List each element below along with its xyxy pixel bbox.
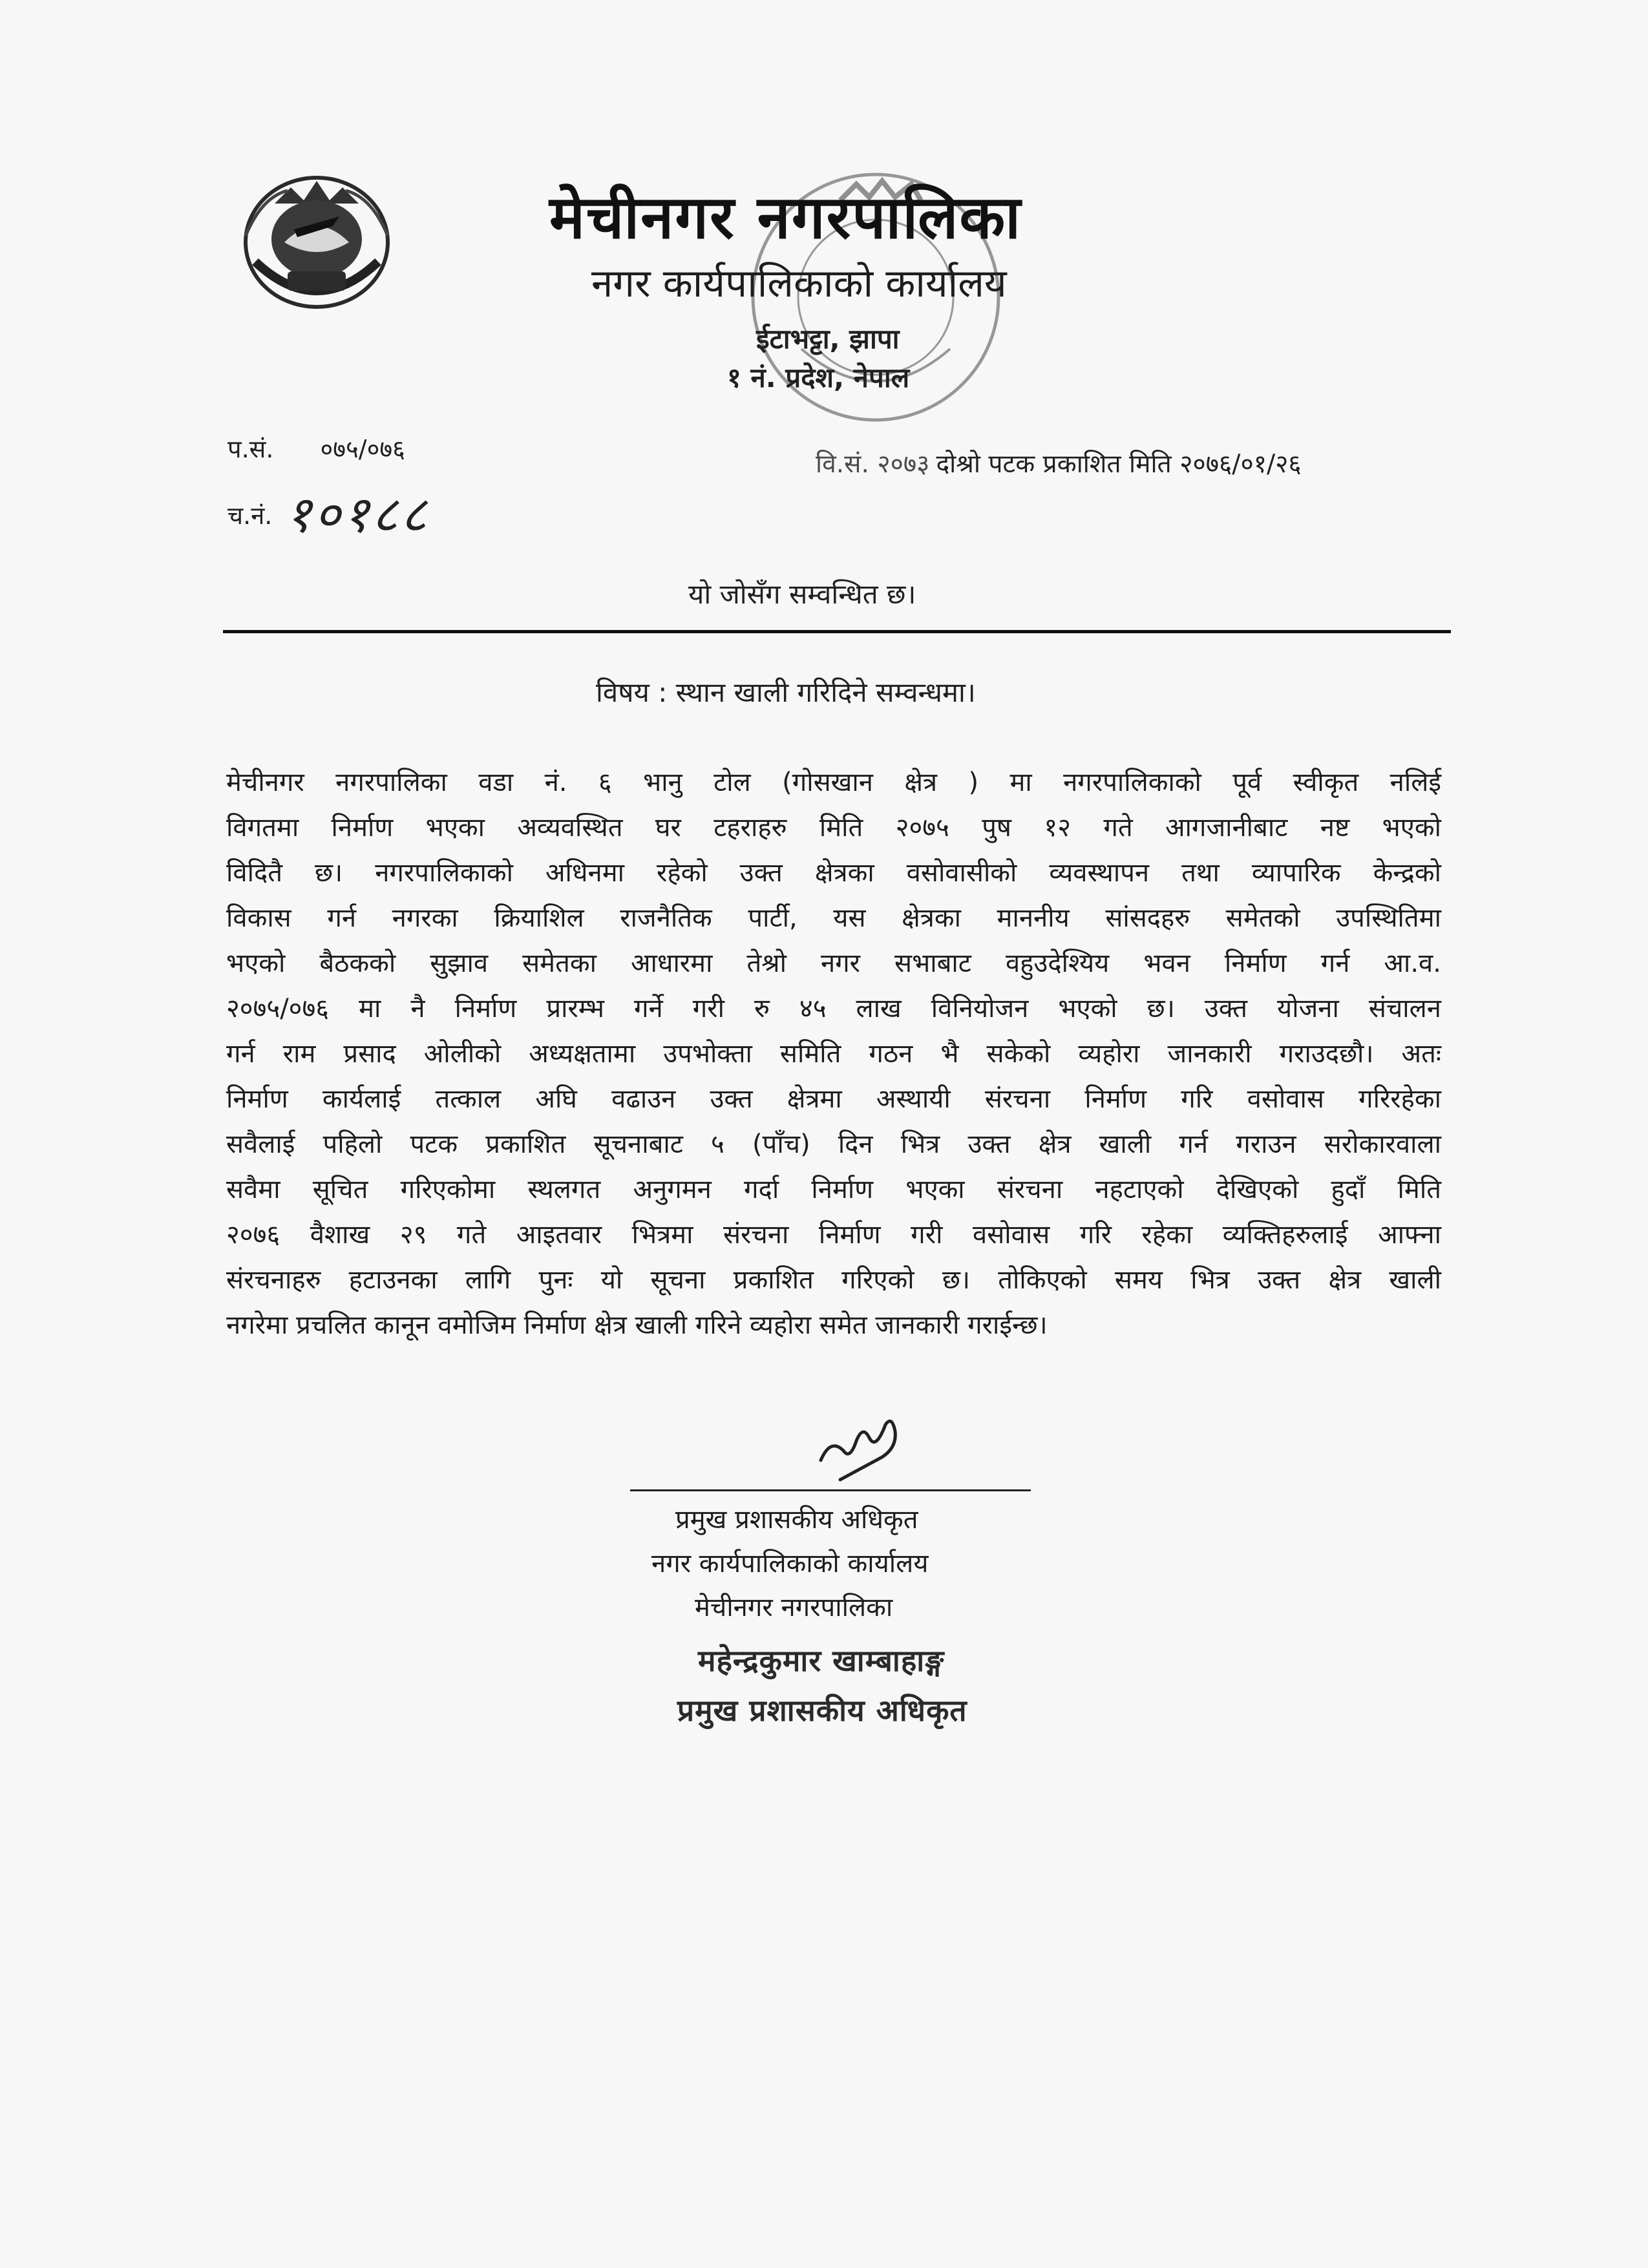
address-line-2: १ नं. प्रदेश, नेपाल: [727, 362, 910, 394]
signatory-title: प्रमुख प्रशासकीय अधिकृत: [675, 1505, 918, 1535]
cn-label: च.नं.: [227, 501, 273, 530]
ps-value: ०७५/०७६: [320, 435, 405, 463]
divider: [223, 630, 1451, 633]
emblem-icon: [236, 165, 397, 317]
office-name: नगर कार्यपालिकाको कार्यालय: [591, 261, 1007, 306]
body-line: संरचनाहरु हटाउनका लागि पुनः यो सूचना प्रकाशित गरिएको छ। तोकिएको समय भित्र उक्त क्षेत्र खाली: [226, 1265, 1441, 1295]
body-line: २०७५/०७६ मा नै निर्माण प्रारम्भ गर्ने गरी रु ४५ लाख विनियोजन भएको छ। उक्त योजना संचालन: [226, 994, 1441, 1024]
body-line: विकास गर्न नगरका क्रियाशिल राजनैतिक पार्टी, यस क्षेत्रका माननीय सांसदहरु समेतको उपस्थितिमा: [226, 903, 1441, 933]
publication-text: दोश्रो पटक प्रकाशित मिति २०७६/०१/२६: [936, 450, 1302, 479]
signatory-office: नगर कार्यपालिकाको कार्यालय: [651, 1549, 929, 1579]
org-title: मेचीनगर नगरपालिका: [549, 183, 1022, 252]
chalani-number: [227, 470, 430, 544]
body-line: निर्माण कार्यलाई तत्काल अघि वढाउन उक्त क्षेत्रमा अस्थायी संरचना निर्माण गरि वसोवास गरिरहेका: [226, 1084, 1441, 1114]
ps-label: प.सं.: [227, 435, 274, 463]
body-line: सवैमा सूचित गरिएकोमा स्थलगत अनुगमन गर्दा निर्माण भएका संरचना नहटाएको देखिएको हुदाँ मिति: [226, 1175, 1441, 1204]
address-line-1: ईटाभट्टा, झापा: [756, 323, 900, 355]
subject-line: विषय : स्थान खाली गरिदिने सम्वन्धमा।: [596, 677, 976, 708]
publication-date: [816, 446, 1302, 480]
notice-body: [226, 760, 1441, 1348]
seal-title: प्रमुख प्रशासकीय अधिकृत: [677, 1693, 967, 1728]
body-line: विगतमा निर्माण भएका अव्यवस्थित घर टहराहरु मिति २०७५ पुष १२ गते आगजानीबाट नष्ट भएको: [226, 813, 1441, 843]
vs-label: वि.सं. २०७३: [816, 450, 930, 479]
cn-value: १०१८८: [285, 486, 430, 544]
signatory-org: मेचीनगर नगरपालिका: [695, 1593, 893, 1622]
body-line: मेचीनगर नगरपालिका वडा नं. ६ भानु टोल (गोसखान क्षेत्र ) मा नगरपालिकाको पूर्व स्वीकृत नलिई: [226, 768, 1441, 797]
body-line: भएको बैठकको सुझाव समेतका आधारमा तेश्रो नगर सभाबाट वहुउदेश्यिय भवन निर्माण गर्न आ.व.: [226, 949, 1441, 978]
body-line: नगरेमा प्रचलित कानून वमोजिम निर्माण क्षेत्र खाली गरिने व्यहोरा समेत जानकारी गराईन्छ।: [226, 1310, 1048, 1340]
body-line: विदितै छ। नगरपालिकाको अधिनमा रहेको उक्त क्षेत्रका वसोवासीको व्यवस्थापन तथा व्यापारिक केन्द्रको: [226, 858, 1441, 888]
body-line: सवैलाई पहिलो पटक प्रकाशित सूचनाबाट ५ (पाँच) दिन भित्र उक्त क्षेत्र खाली गर्न गराउन सरोकारवाला: [226, 1129, 1441, 1159]
signature-icon: [814, 1412, 911, 1483]
patra-sankhya: [227, 432, 405, 465]
body-line: २०७६ वैशाख २९ गते आइतवार भित्रमा संरचना निर्माण गरी वसोवास गरि रहेका व्यक्तिहरुलाई आफ्ना: [226, 1220, 1441, 1250]
body-line: गर्न राम प्रसाद ओलीको अध्यक्षतामा उपभोक्ता समिति गठन भै सकेको व्यहोरा जानकारी गराउदछौ। अतः: [226, 1039, 1441, 1069]
signature-rule: [630, 1489, 1031, 1491]
seal-name: महेन्द्रकुमार खाम्बाहाङ्ग: [698, 1643, 945, 1678]
concern-line: यो जोसँग सम्वन्धित छ।: [688, 578, 916, 610]
